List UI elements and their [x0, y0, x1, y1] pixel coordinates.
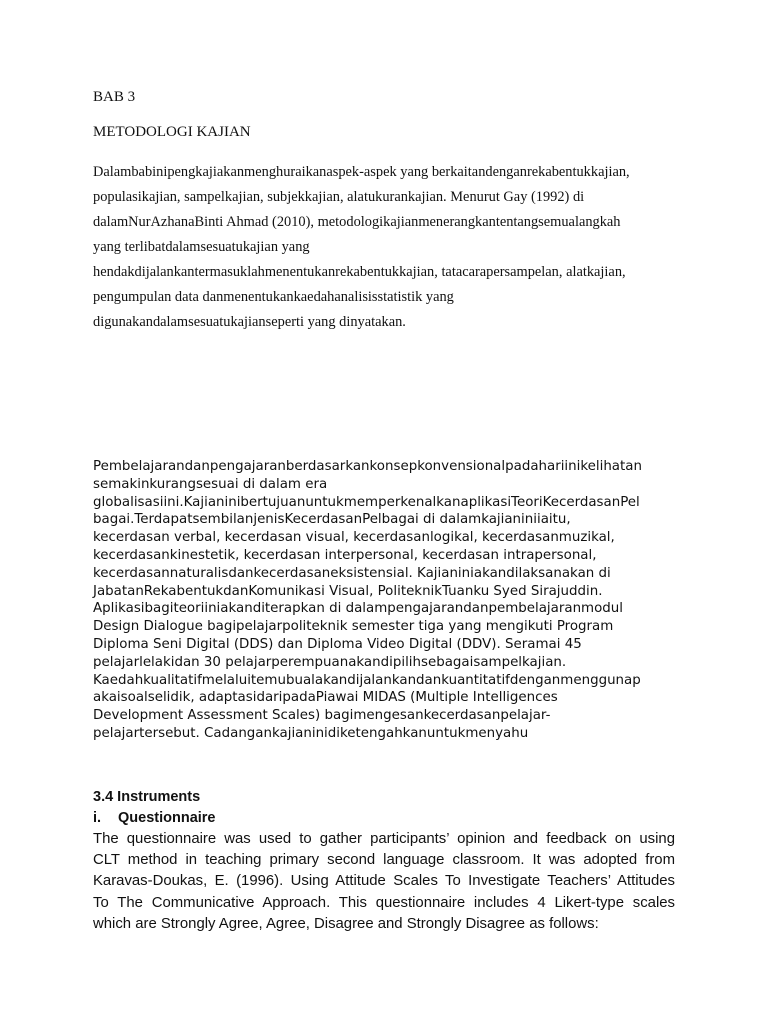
questionnaire-paragraph	[93, 829, 675, 935]
paragraph-line: globalisasiini.KajianinibertujuanuntukmemperkenalkanaplikasiTeoriKecerdasanPel	[93, 494, 640, 510]
paragraph-line: hendakdijalankantermasuklahmenentukanrekabentukkajian, tatacarapersampelan, alatkajian,	[93, 264, 626, 280]
questionnaire-heading	[93, 810, 216, 826]
paragraph-line: dalamNurAzhanaBinti Ahmad (2010), metodologikajianmenerangkantentangsemualangkah	[93, 214, 621, 230]
paragraph-line: kecerdasan verbal, kecerdasan visual, kecerdasanlogikal, kecerdasanmuzikal,	[93, 530, 615, 546]
questionnaire-heading-text: Questionnaire	[118, 810, 216, 826]
paragraph-line: pengumpulan data danmenentukankaedahanalisisstatistik yang	[93, 289, 454, 305]
paragraph-line: Karavas-Doukas, E. (1996). Using Attitude Scales To Investigate Teachers’ Attitudes	[93, 873, 675, 890]
paragraph-line: CLT method in teaching primary second language classroom. It was adopted from	[93, 852, 675, 869]
section-title: METODOLOGI KAJIAN	[93, 124, 251, 140]
paragraph-line: Kaedahkualitatifmelaluitemubualakandijalankandankuantitatifdenganmenggunap	[93, 672, 641, 688]
paragraph-line: kecerdasannaturalisdankecerdasaneksistensial. Kajianiniakandilaksanakan di	[93, 565, 611, 581]
paragraph-line: digunakandalamsesuatukajianseperti yang dinyatakan.	[93, 314, 406, 330]
paragraph-line: populasikajian, sampelkajian, subjekkajian, alatukurankajian. Menurut Gay (1992) di	[93, 189, 585, 205]
methodology-paragraph	[93, 160, 683, 335]
paragraph-line: Development Assessment Scales) bagimengesankecerdasanpelajar-	[93, 708, 551, 724]
paragraph-line: pelajarlelakidan 30 pelajarperempuanakandipilihsebagaisampelkajian.	[93, 654, 567, 670]
list-number: i.	[93, 810, 102, 826]
paragraph-line: yang terlibatdalamsesuatukajian yang	[93, 239, 310, 255]
paragraph-line: which are Strongly Agree, Agree, Disagree and Strongly Disagree as follows:	[93, 915, 599, 932]
paragraph-line: akaisoalselidik, adaptasidaripadaPiawai MIDAS (Multiple Intelligences	[93, 690, 558, 706]
abstract-paragraph	[93, 458, 683, 743]
paragraph-line: To The Communicative Approach. This questionnaire includes 4 Likert-type scales	[93, 894, 675, 911]
paragraph-line: Design Dialogue bagipelajarpoliteknik semester tiga yang mengikuti Program	[93, 619, 614, 635]
paragraph-line: kecerdasankinestetik, kecerdasan interpersonal, kecerdasan intrapersonal,	[93, 547, 597, 563]
paragraph-line: pelajartersebut. Cadangankajianinidiketengahkanuntukmenyahu	[93, 725, 529, 741]
paragraph-line: JabatanRekabentukdanKomunikasi Visual, PoliteknikTuanku Syed Sirajuddin.	[93, 583, 603, 599]
chapter-label: BAB 3	[93, 89, 136, 105]
paragraph-line: Dalambabinipengkajiakanmenghuraikanaspek-aspek yang berkaitandenganrekabentukkajian,	[93, 164, 630, 180]
paragraph-line: Aplikasibagiteoriiniakanditerapkan di dalampengajarandanpembelajaranmodul	[93, 601, 624, 617]
instruments-heading: 3.4 Instruments	[93, 789, 201, 805]
paragraph-line: bagai.TerdapatsembilanjenisKecerdasanPelbagai di dalamkajianiniiaitu,	[93, 512, 571, 528]
paragraph-line: Pembelajarandanpengajaranberdasarkankonsepkonvensionalpadahariinikelihatan	[93, 459, 642, 474]
paragraph-line: semakinkurangsesuai di dalam era	[93, 476, 328, 492]
paragraph-line: The questionnaire was used to gather participants’ opinion and feedback on using	[93, 831, 675, 847]
paragraph-line: Diploma Seni Digital (DDS) dan Diploma Video Digital (DDV). Seramai 45	[93, 636, 582, 652]
